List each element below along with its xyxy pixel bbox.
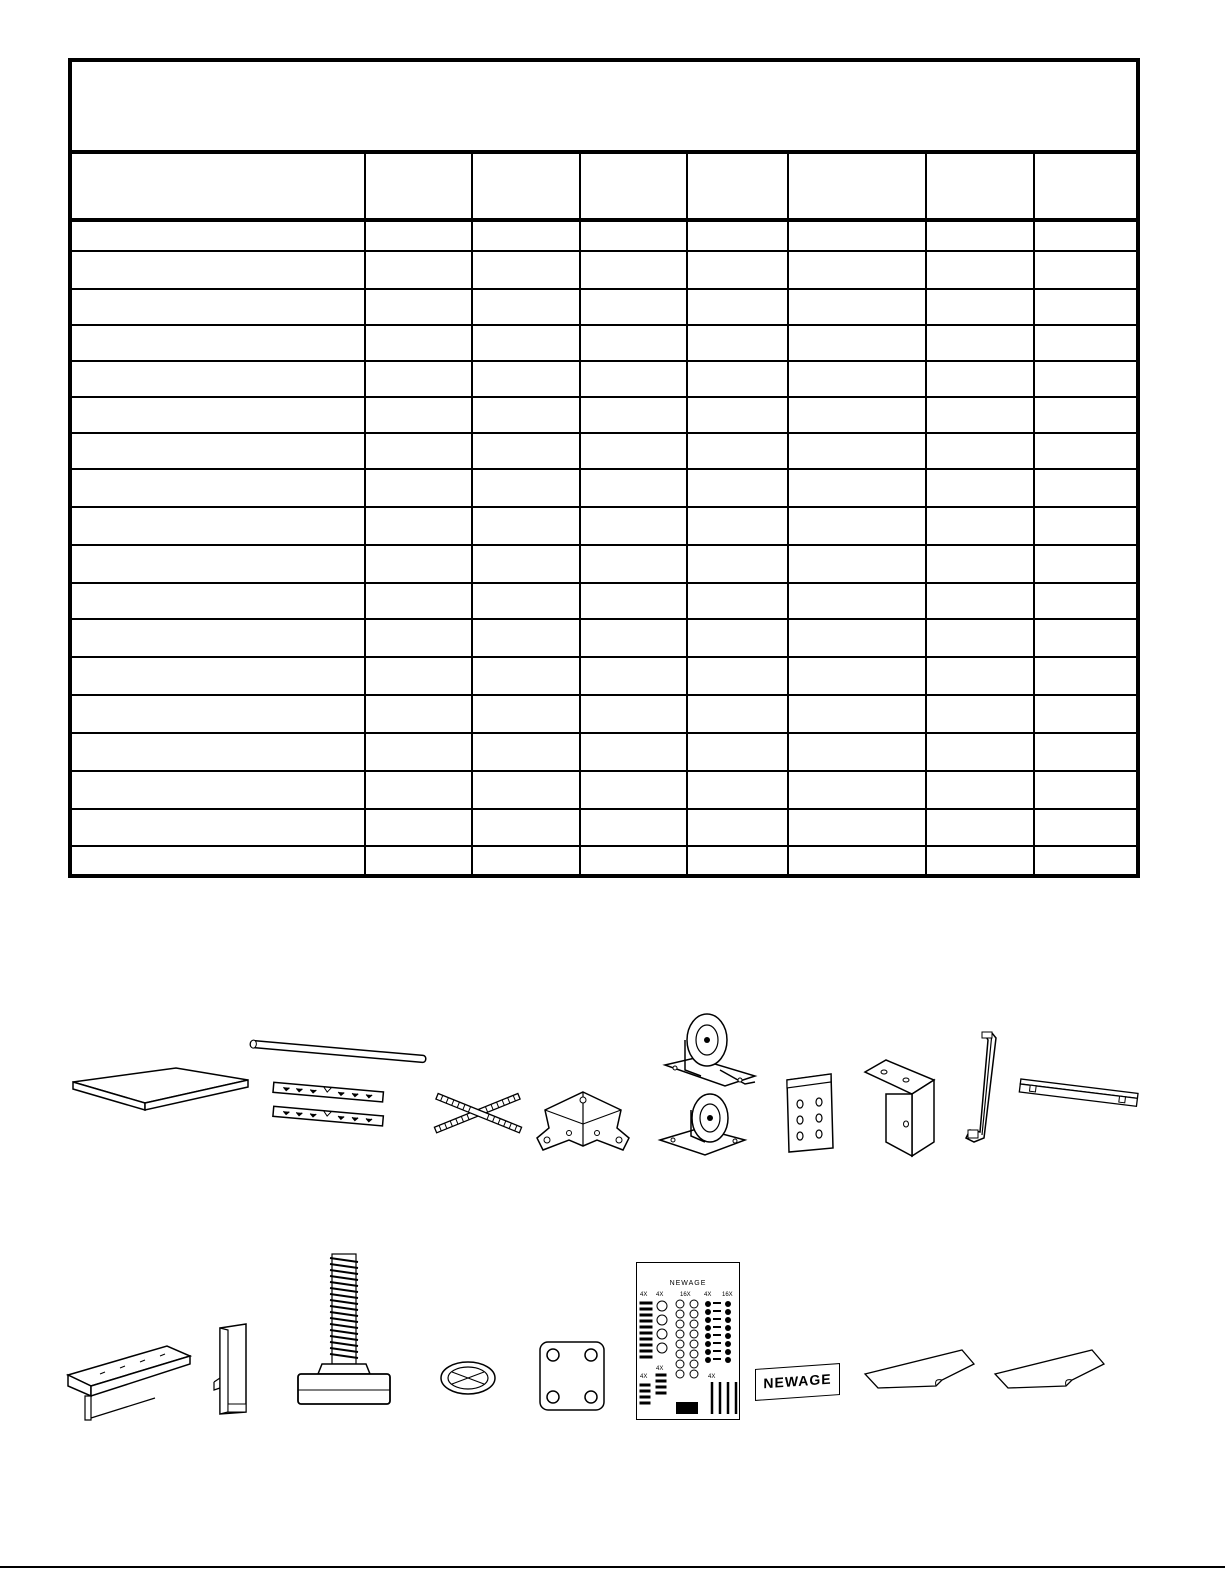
table-cell [471,506,579,544]
table-cell [1033,288,1136,324]
table-cell [1033,694,1136,732]
table-cell [72,656,364,694]
table-cell [686,845,787,874]
table-cell [787,468,925,506]
bottom-rule [0,1566,1225,1568]
table-cell [787,396,925,432]
table-cell [925,808,1033,845]
table-cell [925,432,1033,468]
table-cell [686,324,787,360]
table-cell [364,468,471,506]
table-cell [686,360,787,396]
table-cell [787,694,925,732]
table-cell [471,808,579,845]
table-cell [579,506,686,544]
table-cell [1033,808,1136,845]
table-cell [787,618,925,656]
hinge-plate-icon [783,1070,838,1155]
table-cell [471,360,579,396]
instruction-sheet-icon [992,1346,1107,1391]
table-cell [364,544,471,582]
table-cell [364,324,471,360]
table-cell [686,770,787,808]
table-cell [686,656,787,694]
table-cell [1033,250,1136,288]
corner-foot-icon [533,1088,633,1153]
column-header [471,150,579,218]
table-cell [925,250,1033,288]
table-cell [686,432,787,468]
table-cell [364,218,471,250]
table-cell [787,656,925,694]
table-cell [925,288,1033,324]
table-cell [471,396,579,432]
table-cell [364,432,471,468]
table-cell [579,218,686,250]
table-title [72,62,1136,150]
table-cell [925,544,1033,582]
table-cell [579,396,686,432]
table-grid [72,150,1136,874]
table-cell [925,468,1033,506]
table-cell [579,544,686,582]
mounting-rail-icon [1015,1078,1140,1118]
table-cell [579,468,686,506]
table-cell [925,360,1033,396]
table-cell [686,732,787,770]
table-cell [364,808,471,845]
table-cell [471,694,579,732]
table-cell [364,618,471,656]
table-cell [471,250,579,288]
table-cell [1033,218,1136,250]
table-cell [787,732,925,770]
table-cell [925,694,1033,732]
mount-plate-icon [536,1338,608,1414]
table-cell [471,468,579,506]
table-cell [471,324,579,360]
rail-and-brackets-icon [248,1040,433,1135]
table-cell [686,468,787,506]
table-cell [787,360,925,396]
table-cell [72,360,364,396]
table-cell [471,582,579,618]
hardware-count: 16X [722,1292,733,1298]
table-cell [72,506,364,544]
column-header [787,150,925,218]
table-cell [471,732,579,770]
column-header [579,150,686,218]
table-cell [925,324,1033,360]
table-cell [364,732,471,770]
table-cell [1033,324,1136,360]
table-cell [364,582,471,618]
table-cell [579,808,686,845]
shelf-panel-icon [70,1060,250,1115]
table-cell [925,770,1033,808]
hardware-count: 4X [656,1366,664,1372]
hardware-count: 16X [680,1292,691,1298]
table-cell [787,770,925,808]
table-cell [579,324,686,360]
table-cell [1033,845,1136,874]
table-cell [364,396,471,432]
table-cell [1033,360,1136,396]
table-cell [471,218,579,250]
table-cell [579,582,686,618]
table-cell [1033,770,1136,808]
table-cell [686,544,787,582]
table-cell [579,360,686,396]
table-cell [471,432,579,468]
table-cell [1033,432,1136,468]
hardware-card-brand: NEWAGE [669,1280,707,1287]
table-cell [1033,506,1136,544]
l-bracket-icon [862,1058,942,1158]
table-cell [1033,656,1136,694]
table-cell [1033,732,1136,770]
table-cell [787,250,925,288]
grommet-icon [438,1358,498,1398]
table-cell [925,845,1033,874]
table-cell [364,770,471,808]
table-cell [72,396,364,432]
logo-badge-text: NEWAGE [763,1370,832,1392]
table-cell [471,770,579,808]
hardware-count: 4X [656,1292,664,1298]
table-cell [72,582,364,618]
column-header [686,150,787,218]
table-cell [579,288,686,324]
column-header [72,150,364,218]
table-cell [1033,544,1136,582]
table-cell [787,544,925,582]
table-cell [364,656,471,694]
table-cell [787,808,925,845]
table-cell [364,360,471,396]
table-cell [72,845,364,874]
table-cell [72,544,364,582]
table-title-row [72,62,1136,154]
table-cell [72,288,364,324]
drawer-slide-icon [65,1328,195,1423]
table-cell [579,250,686,288]
table-cell [686,618,787,656]
table-cell [686,396,787,432]
table-cell [72,218,364,250]
column-header [364,150,471,218]
table-cell [925,218,1033,250]
table-cell [579,618,686,656]
table-cell [686,506,787,544]
table-cell [579,770,686,808]
table-cell [787,582,925,618]
table-cell [72,468,364,506]
table-cell [1033,582,1136,618]
table-cell [471,288,579,324]
handle-icon [962,1030,1002,1145]
table-cell [579,694,686,732]
table-cell [787,288,925,324]
table-cell [471,845,579,874]
column-header [1033,150,1136,218]
table-cell [925,396,1033,432]
table-cell [925,732,1033,770]
table-cell [471,618,579,656]
table-cell [471,656,579,694]
table-cell [72,618,364,656]
table-cell [925,506,1033,544]
table-cell [686,218,787,250]
table-cell [787,432,925,468]
hardware-count: 4X [640,1374,648,1380]
table-cell [364,250,471,288]
u-bracket-icon [210,1322,255,1417]
table-cell [72,808,364,845]
caster-wheels-icon [655,1010,760,1160]
table-cell [579,732,686,770]
table-cell [579,656,686,694]
table-cell [72,770,364,808]
table-cell [787,845,925,874]
parts-table [68,58,1140,878]
hardware-count: 4X [708,1374,716,1380]
table-cell [925,582,1033,618]
table-cell [72,694,364,732]
hardware-count: 4X [640,1292,648,1298]
table-cell [471,544,579,582]
table-cell [579,845,686,874]
table-cell [364,288,471,324]
table-cell [925,656,1033,694]
table-cell [72,250,364,288]
table-cell [925,618,1033,656]
table-cell [72,732,364,770]
divider-cross-icon [428,1078,528,1153]
table-cell [72,432,364,468]
table-cell [686,808,787,845]
column-header [925,150,1033,218]
hardware-count: 4X [704,1292,712,1298]
table-cell [787,506,925,544]
table-cell [364,506,471,544]
table-cell [1033,468,1136,506]
table-cell [686,582,787,618]
table-cell [787,324,925,360]
table-cell [686,694,787,732]
table-cell [1033,618,1136,656]
leveling-foot-icon [294,1250,394,1410]
table-cell [364,845,471,874]
table-cell [686,250,787,288]
table-cell [1033,396,1136,432]
table-cell [579,432,686,468]
instruction-sheet-icon [862,1346,977,1391]
table-cell [364,694,471,732]
table-cell [787,218,925,250]
table-cell [72,324,364,360]
table-cell [686,288,787,324]
